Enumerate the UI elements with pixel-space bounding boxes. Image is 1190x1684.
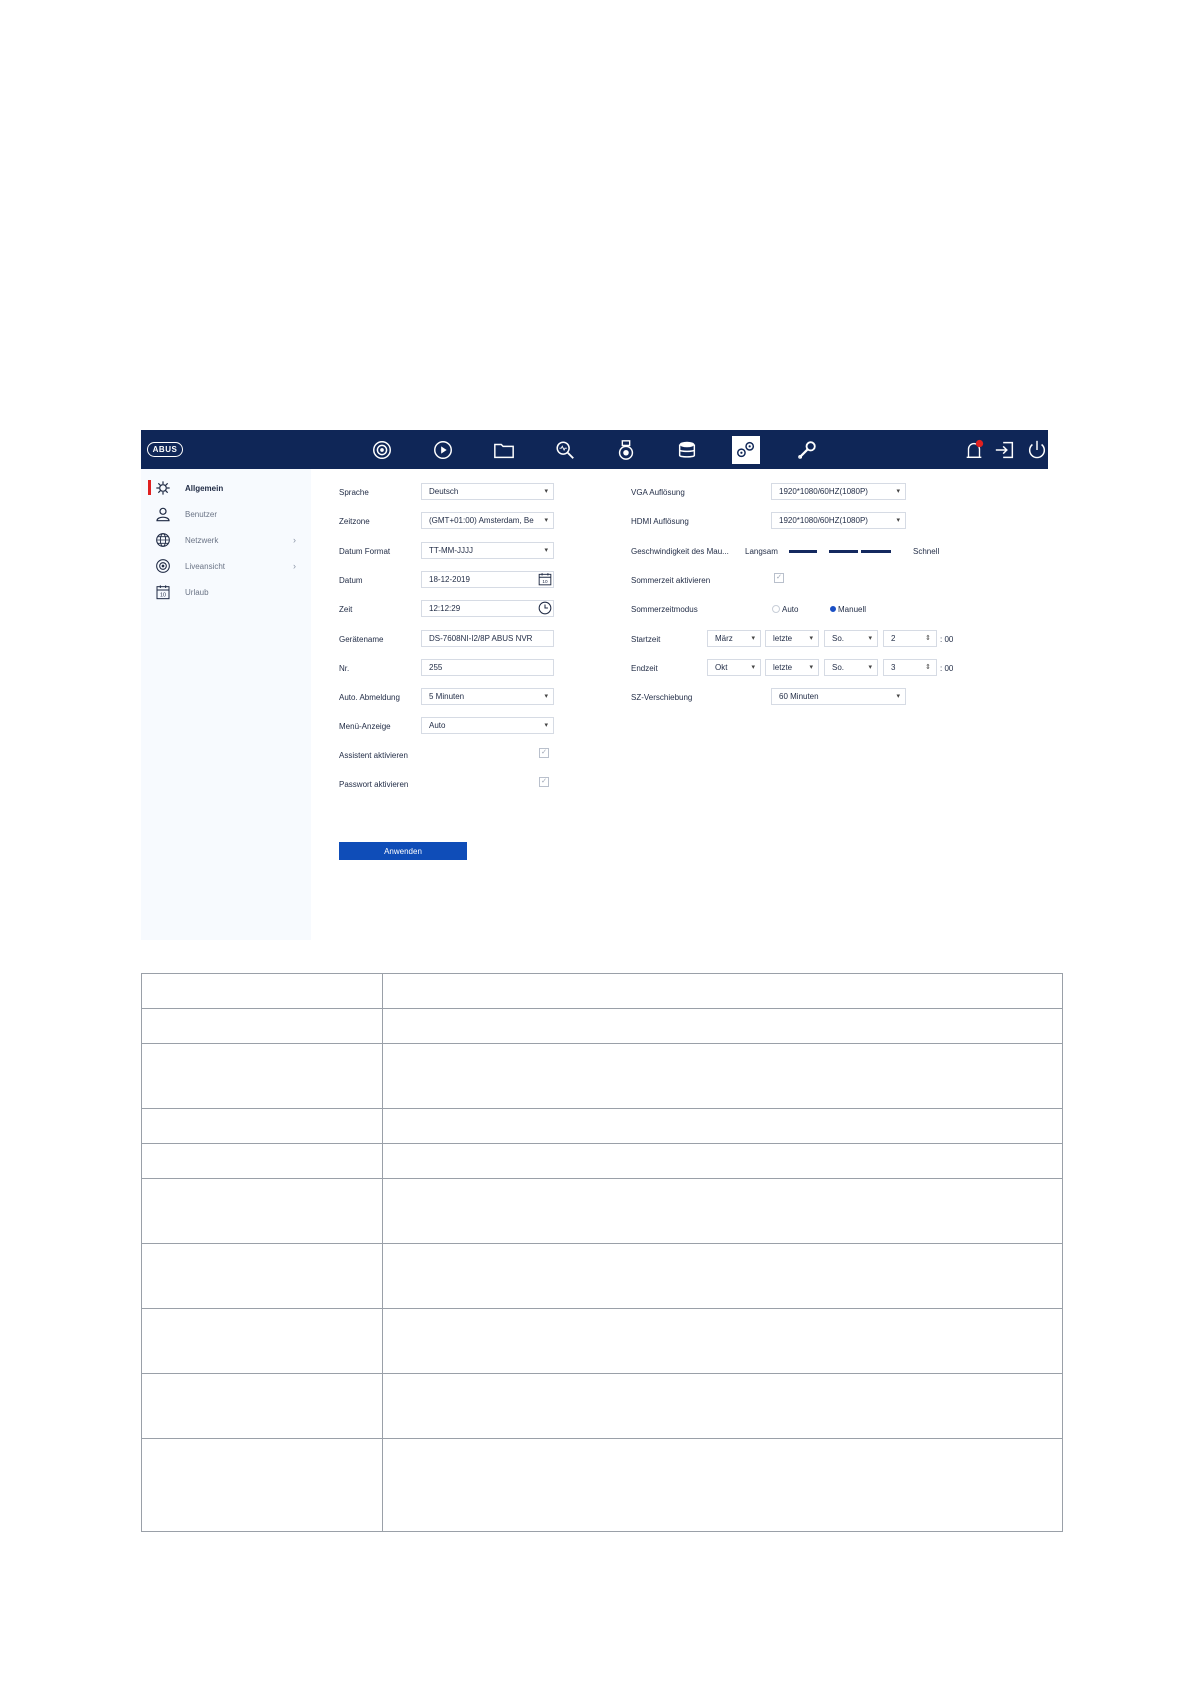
- sidebar-item-label: Allgemein: [185, 483, 224, 493]
- calendar-day-number: 10: [160, 592, 166, 599]
- sidebar-item-benutzer[interactable]: [141, 503, 311, 525]
- vga-select[interactable]: [771, 483, 906, 500]
- globe-icon: [154, 531, 172, 549]
- nr-label: Nr.: [339, 664, 350, 673]
- startzeit-month-select[interactable]: [707, 630, 761, 647]
- datum-value: 18-12-2019: [429, 575, 470, 584]
- speed-slow-label: Langsam: [745, 547, 778, 556]
- hdmi-select[interactable]: [771, 512, 906, 529]
- startzeit-hour-stepper[interactable]: [883, 630, 937, 647]
- logout-icon[interactable]: [993, 438, 1017, 462]
- sprache-value: Deutsch: [429, 487, 459, 496]
- passwort-label: Passwort aktivieren: [339, 780, 409, 789]
- chevron-down-icon: ▾: [544, 722, 548, 729]
- sommerzeit-label: Sommerzeit aktivieren: [631, 576, 711, 585]
- datum-format-value: TT-MM-JJJJ: [429, 546, 473, 555]
- speed-fast-label: Schnell: [913, 547, 940, 556]
- sommerzeitmodus-label: Sommerzeitmodus: [631, 605, 698, 614]
- radio-manuell[interactable]: [830, 606, 836, 612]
- sidebar-item-label: Liveansicht: [185, 561, 226, 571]
- settings-icon[interactable]: [732, 436, 760, 464]
- chevron-down-icon: ▾: [896, 488, 900, 495]
- menue-anzeige-value: Auto: [429, 721, 446, 730]
- radio-manuell-label: Manuell: [838, 605, 867, 614]
- file-folder-icon[interactable]: [492, 438, 516, 462]
- speed-slider-track-left: [789, 550, 817, 553]
- endzeit-week-value: letzte: [773, 663, 793, 672]
- menue-anzeige-label: Menü-Anzeige: [339, 722, 391, 731]
- chevron-right-icon: ›: [293, 535, 296, 545]
- sz-verschiebung-select[interactable]: [771, 688, 906, 705]
- endzeit-label: Endzeit: [631, 664, 658, 673]
- slider-thumb[interactable]: [858, 550, 861, 553]
- table-row: [142, 1309, 1063, 1374]
- auto-abmeldung-label: Auto. Abmeldung: [339, 693, 400, 702]
- chevron-down-icon: ▾: [868, 635, 872, 642]
- sidebar-item-label: Netzwerk: [185, 535, 219, 545]
- hdmi-value: 1920*1080/60HZ(1080P): [779, 516, 868, 525]
- startzeit-week-value: letzte: [773, 634, 793, 643]
- startzeit-week-select[interactable]: [765, 630, 819, 647]
- nr-value: 255: [429, 663, 443, 672]
- stepper-arrows-icon: ⇕: [925, 664, 931, 671]
- zeitzone-select[interactable]: [421, 512, 554, 529]
- endzeit-month-select[interactable]: [707, 659, 761, 676]
- top-navigation-bar: [141, 430, 1048, 469]
- maintenance-wrench-icon[interactable]: [795, 438, 819, 462]
- settings-sidebar: [141, 469, 311, 940]
- passwort-checkbox[interactable]: ✓: [539, 777, 549, 787]
- sprache-label: Sprache: [339, 488, 369, 497]
- table-row: [142, 1374, 1063, 1439]
- startzeit-minutes: : 00: [940, 635, 954, 644]
- chevron-down-icon: ▾: [542, 513, 548, 528]
- datum-format-select[interactable]: [421, 542, 554, 559]
- active-marker: [148, 480, 151, 495]
- sidebar-item-allgemein[interactable]: [141, 477, 311, 499]
- endzeit-day-value: So.: [832, 663, 845, 672]
- endzeit-week-select[interactable]: [765, 659, 819, 676]
- alarm-icon[interactable]: [962, 438, 986, 462]
- camera-lens-icon: [154, 557, 172, 575]
- calendar-day-number: 10: [542, 579, 548, 585]
- sidebar-item-urlaub[interactable]: [141, 581, 311, 603]
- table-row: [142, 1144, 1063, 1179]
- playback-icon[interactable]: [431, 438, 455, 462]
- endzeit-month-value: Okt: [715, 663, 728, 672]
- vga-value: 1920*1080/60HZ(1080P): [779, 487, 868, 496]
- endzeit-day-select[interactable]: [824, 659, 878, 676]
- zeitzone-label: Zeitzone: [339, 517, 370, 526]
- nvr-settings-screenshot: [141, 430, 1048, 940]
- vga-label: VGA Auflösung: [631, 488, 685, 497]
- chevron-right-icon: ›: [293, 561, 296, 571]
- radio-auto-label: Auto: [782, 605, 799, 614]
- clock-icon[interactable]: [538, 601, 552, 615]
- sidebar-item-liveansicht[interactable]: [141, 555, 311, 577]
- startzeit-day-value: So.: [832, 634, 845, 643]
- sz-verschiebung-value: 60 Minuten: [779, 692, 819, 701]
- mouse-speed-label: Geschwindigkeit des Mau...: [631, 547, 729, 556]
- zeit-label: Zeit: [339, 605, 353, 614]
- geraetename-label: Gerätename: [339, 635, 384, 644]
- zeitzone-value: (GMT+01:00) Amsterdam, Be: [429, 516, 534, 525]
- endzeit-minutes: : 00: [940, 664, 954, 673]
- chevron-down-icon: ▾: [809, 635, 813, 642]
- camera-icon[interactable]: [614, 438, 638, 462]
- chevron-down-icon: ▾: [809, 664, 813, 671]
- chevron-down-icon: ▾: [751, 664, 755, 671]
- zeit-value: 12:12:29: [429, 604, 461, 613]
- calendar-icon: [154, 583, 172, 601]
- table-row: [142, 1109, 1063, 1144]
- menue-anzeige-select[interactable]: [421, 717, 554, 734]
- settings-icon: [154, 479, 172, 497]
- live-view-camera-icon[interactable]: [370, 438, 394, 462]
- zeit-field[interactable]: [421, 600, 554, 617]
- startzeit-hour-value: 2: [891, 634, 896, 643]
- nr-input[interactable]: [421, 659, 554, 676]
- datum-format-label: Datum Format: [339, 547, 391, 556]
- startzeit-day-select[interactable]: [824, 630, 878, 647]
- chevron-down-icon: ▾: [544, 547, 548, 554]
- user-icon: [154, 505, 172, 523]
- search-icon[interactable]: [553, 438, 577, 462]
- abus-logo: ABUS: [147, 442, 183, 457]
- storage-icon[interactable]: [675, 438, 699, 462]
- endzeit-hour-value: 3: [891, 663, 896, 672]
- table-row: [142, 1044, 1063, 1109]
- table-row: [142, 1439, 1063, 1532]
- geraetename-input[interactable]: [421, 630, 554, 647]
- chevron-down-icon: ▾: [544, 488, 548, 495]
- stepper-arrows-icon: ⇕: [925, 635, 931, 642]
- chevron-down-icon: ▾: [896, 693, 900, 700]
- endzeit-hour-stepper[interactable]: [883, 659, 937, 676]
- sz-verschiebung-label: SZ-Verschiebung: [631, 693, 693, 702]
- hdmi-label: HDMI Auflösung: [631, 517, 689, 526]
- table-row: [142, 974, 1063, 1009]
- chevron-down-icon: ▾: [751, 635, 755, 642]
- calendar-icon[interactable]: [538, 572, 552, 586]
- startzeit-label: Startzeit: [631, 635, 661, 644]
- assistent-label: Assistent aktivieren: [339, 751, 408, 760]
- startzeit-month-value: März: [715, 634, 733, 643]
- table-row: [142, 1179, 1063, 1244]
- radio-auto[interactable]: [772, 605, 780, 613]
- chevron-down-icon: ▾: [868, 664, 872, 671]
- auto-abmeldung-select[interactable]: [421, 688, 554, 705]
- table-row: [142, 1244, 1063, 1309]
- chevron-down-icon: ▾: [896, 517, 900, 524]
- power-icon[interactable]: [1025, 438, 1049, 462]
- assistent-checkbox[interactable]: ✓: [539, 748, 549, 758]
- sommerzeit-checkbox[interactable]: ✓: [774, 573, 784, 583]
- sidebar-item-label: Urlaub: [185, 587, 209, 597]
- table-row: [142, 1009, 1063, 1044]
- chevron-down-icon: ▾: [544, 693, 548, 700]
- sprache-select[interactable]: [421, 483, 554, 500]
- description-table: [141, 973, 1063, 1532]
- sidebar-item-netzwerk[interactable]: [141, 529, 311, 551]
- auto-abmeldung-value: 5 Minuten: [429, 692, 465, 701]
- sidebar-item-label: Benutzer: [185, 509, 218, 519]
- geraetename-value: DS-7608NI-I2/8P ABUS NVR: [429, 634, 533, 643]
- datum-label: Datum: [339, 576, 363, 585]
- apply-button[interactable]: Anwenden: [339, 842, 467, 860]
- datum-field[interactable]: [421, 571, 554, 588]
